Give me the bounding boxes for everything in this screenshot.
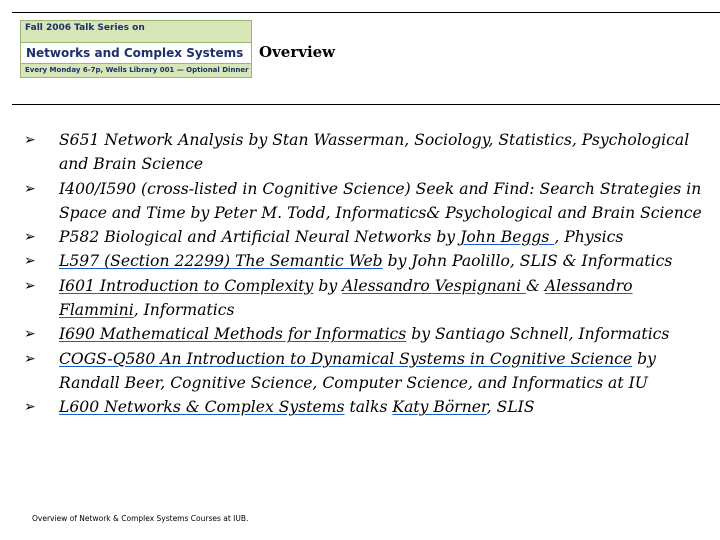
top-divider bbox=[12, 12, 720, 13]
course-text: by bbox=[313, 276, 343, 295]
arrow-bullet-icon: ➢ bbox=[24, 229, 36, 246]
link-alessandro-vespignani[interactable]: Alessandro Vespignani bbox=[342, 276, 527, 295]
list-item bbox=[24, 249, 704, 273]
slide-title: Overview bbox=[259, 43, 336, 61]
link-i601-complexity[interactable]: I601 Introduction to Complexity bbox=[59, 276, 314, 295]
course-text: , Informatics bbox=[133, 301, 235, 320]
banner-line-3: Every Monday 6-7p, Wells Library 001 — Optional Dinner bbox=[25, 66, 249, 74]
course-text: by John Paolillo, SLIS & Informatics bbox=[382, 252, 673, 271]
arrow-bullet-icon: ➢ bbox=[24, 326, 36, 343]
arrow-bullet-icon: ➢ bbox=[24, 253, 36, 270]
course-text: by Randall Beer, Cognitive Science, Computer Science, and Informatics at IU bbox=[59, 349, 656, 392]
course-text: S651 Network Analysis by Stan Wasserman, Sociology, Statistics, Psychological and Brain Science bbox=[59, 131, 690, 174]
link-john-beggs[interactable]: John Beggs bbox=[460, 228, 555, 247]
banner-line-2: Networks and Complex Systems bbox=[21, 42, 251, 64]
course-text: I400/I590 (cross-listed in Cognitive Science) Seek and Find: Search Strategies in Space and Time by Peter M. Todd, Informatics& Psychological and Brain Science bbox=[59, 179, 702, 222]
link-l597-semantic-web[interactable]: L597 (Section 22299) The Semantic Web bbox=[59, 252, 383, 271]
arrow-bullet-icon: ➢ bbox=[24, 132, 36, 148]
link-cogs-q580[interactable]: COGS-Q580 An Introduction to Dynamical Systems in Cognitive Science bbox=[59, 349, 633, 368]
list-item bbox=[24, 395, 704, 419]
course-list bbox=[24, 128, 704, 420]
link-l600-networks[interactable]: L600 Networks & Complex Systems bbox=[59, 398, 345, 417]
course-text: & bbox=[526, 276, 545, 295]
list-item bbox=[24, 177, 704, 226]
course-text: P582 Biological and Artificial Neural Networks by bbox=[59, 228, 461, 247]
arrow-bullet-icon: ➢ bbox=[24, 399, 36, 416]
list-item bbox=[24, 274, 704, 323]
course-text: by Santiago Schnell, Informatics bbox=[406, 325, 670, 344]
arrow-bullet-icon: ➢ bbox=[24, 350, 36, 367]
list-item bbox=[24, 347, 704, 396]
list-item bbox=[24, 128, 704, 177]
link-i690-math-methods[interactable]: I690 Mathematical Methods for Informatics bbox=[59, 325, 407, 344]
arrow-bullet-icon: ➢ bbox=[24, 180, 36, 197]
link-alessandro-flammini[interactable]: Alessandro Flammini bbox=[59, 276, 633, 320]
arrow-bullet-icon: ➢ bbox=[24, 277, 36, 294]
slide-footer: Overview of Network & Complex Systems Courses at IUB. bbox=[32, 514, 249, 523]
list-item bbox=[24, 322, 704, 346]
header-divider bbox=[12, 104, 720, 105]
course-text: talks bbox=[344, 398, 393, 417]
course-text: , Physics bbox=[554, 228, 624, 247]
banner-line-1: Fall 2006 Talk Series on bbox=[25, 23, 145, 33]
course-text: , SLIS bbox=[486, 398, 535, 417]
list-item bbox=[24, 225, 704, 249]
link-katy-borner[interactable]: Katy Börner bbox=[392, 398, 487, 417]
talk-series-banner bbox=[20, 20, 252, 78]
